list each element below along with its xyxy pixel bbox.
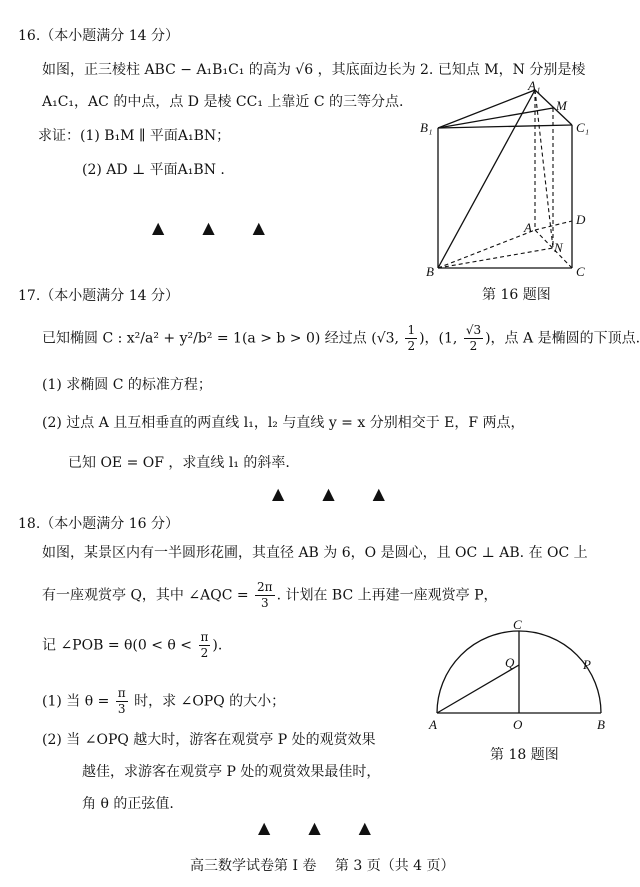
fraction-half bbox=[405, 323, 417, 354]
separator-triangle: ▲ bbox=[372, 484, 385, 503]
q18-header: 18.（本小题满分 16 分） bbox=[18, 516, 179, 532]
q18-part1 bbox=[42, 686, 285, 717]
label-C1: C₁ bbox=[576, 120, 590, 135]
label-B: B bbox=[426, 264, 434, 279]
q17-header: 17.（本小题满分 14 分） bbox=[18, 288, 179, 304]
label-D: D bbox=[576, 212, 586, 227]
figure-16-prism bbox=[420, 80, 600, 280]
segment-B1M bbox=[438, 108, 553, 128]
label-C: C bbox=[513, 617, 522, 632]
fraction-numerator: 1 bbox=[407, 323, 416, 337]
q18-text-line1: 如图，某景区内有一半圆形花圃，其直径 AB 为 6，O 是圆心，且 OC ⊥ AB. 在 OC 上 bbox=[42, 545, 588, 561]
q16-proof-1: 求证：(1) B₁M ∥ 平面A₁BN； bbox=[38, 128, 231, 144]
q16-text-line1: 如图，正三棱柱 ABC − A₁B₁C₁ 的高为 √6 ，其底面边长为 2. 已知点 M，N 分别是棱 bbox=[42, 62, 586, 78]
fraction-numerator: π bbox=[200, 630, 209, 644]
fraction-denominator: 2 bbox=[200, 646, 209, 660]
label-N: N bbox=[554, 240, 563, 255]
label-Q: Q bbox=[505, 655, 515, 670]
fraction-numerator: π bbox=[117, 686, 126, 700]
q17-ellipse-text: 已知椭圆 C : x²/a² + y²/b² = 1(a > b > 0) 经过点 (√3, bbox=[42, 330, 404, 347]
fraction-sqrt3-over-2 bbox=[464, 323, 483, 354]
q18-part2-line1: (2) 当 ∠OPQ 越大时，游客在观赏亭 P 处的观赏效果 bbox=[42, 732, 376, 748]
label-P: P bbox=[583, 657, 591, 672]
separator-triangle: ▲ bbox=[272, 484, 285, 503]
q18-theta-close: ). bbox=[212, 637, 223, 654]
q17-part1: (1) 求椭圆 C 的标准方程； bbox=[42, 377, 212, 393]
fraction-numerator: 2π bbox=[257, 580, 273, 594]
label-A: A bbox=[429, 717, 437, 732]
separator-triangle: ▲ bbox=[258, 818, 271, 837]
q18-separator bbox=[258, 818, 371, 837]
fraction-denominator: 3 bbox=[117, 702, 126, 716]
label-B: B bbox=[597, 717, 605, 732]
label-O: O bbox=[513, 717, 523, 732]
q17-part2-line2: 已知 OE = OF ，求直线 l₁ 的斜率. bbox=[68, 455, 290, 471]
q18-text-line3 bbox=[42, 630, 222, 661]
q16-text-line2: A₁C₁，AC 的中点，点 D 是棱 CC₁ 上靠近 C 的三等分点. bbox=[42, 94, 404, 110]
q18-part1-text: (1) 当 θ = bbox=[42, 693, 114, 710]
q18-theta-text: 记 ∠POB = θ(0 < θ < bbox=[42, 637, 197, 654]
fraction-denominator: 2 bbox=[469, 339, 478, 353]
page-footer: 高三数学试卷第 I 卷 第 3 页（共 4 页） bbox=[190, 858, 455, 874]
q18-part2-line3: 角 θ 的正弦值. bbox=[82, 796, 174, 812]
separator-triangle: ▲ bbox=[152, 218, 165, 237]
segment-A1N-hidden bbox=[535, 90, 553, 248]
separator-triangle: ▲ bbox=[308, 818, 321, 837]
q17-text-line1 bbox=[42, 323, 640, 354]
separator-triangle: ▲ bbox=[202, 218, 215, 237]
q17-separator bbox=[272, 484, 385, 503]
figure-18-caption: 第 18 题图 bbox=[490, 747, 559, 763]
separator-triangle: ▲ bbox=[252, 218, 265, 237]
label-A1: A₁ bbox=[528, 80, 541, 93]
q18-part2-line2: 越佳，求游客在观赏亭 P 处的观赏效果最佳时， bbox=[82, 764, 381, 780]
fraction-denominator: 2 bbox=[407, 339, 416, 353]
q16-header: 16.（本小题满分 14 分） bbox=[18, 28, 179, 44]
label-C: C bbox=[576, 264, 585, 279]
figure-16-caption: 第 16 题图 bbox=[482, 287, 551, 303]
segment-AQ bbox=[437, 665, 519, 713]
q17-point-text: )，(1, bbox=[419, 330, 462, 347]
q16-separator bbox=[152, 218, 265, 237]
figure-18-semicircle bbox=[425, 615, 615, 735]
q17-vertex-text: )，点 A 是椭圆的下顶点. bbox=[485, 330, 640, 347]
fraction-2pi-over-3 bbox=[255, 580, 275, 611]
label-M: M bbox=[556, 98, 567, 113]
separator-triangle: ▲ bbox=[322, 484, 335, 503]
fraction-pi-over-3 bbox=[116, 686, 128, 717]
fraction-numerator: √3 bbox=[465, 323, 482, 337]
q18-text-line2 bbox=[42, 580, 498, 611]
label-A: A bbox=[524, 220, 532, 235]
q18-part1-ask: 时，求 ∠OPQ 的大小； bbox=[129, 693, 286, 710]
fraction-denominator: 3 bbox=[260, 596, 269, 610]
segment-BN-hidden bbox=[438, 248, 553, 268]
edge-B1A1 bbox=[438, 90, 535, 128]
segment-A1B bbox=[438, 90, 535, 268]
separator-triangle: ▲ bbox=[358, 818, 371, 837]
q18-angle-text: 有一座观赏亭 Q，其中 ∠AQC = bbox=[42, 587, 254, 604]
edge-B1C1 bbox=[438, 125, 572, 128]
edge-BA-hidden bbox=[438, 230, 535, 268]
label-B1: B₁ bbox=[420, 120, 433, 135]
q18-plan-text: . 计划在 BC 上再建一座观赏亭 P， bbox=[276, 587, 498, 604]
q17-part2-line1: (2) 过点 A 且互相垂直的两直线 l₁，l₂ 与直线 y = x 分别相交于 E，F 两点， bbox=[42, 415, 525, 431]
fraction-pi-over-2 bbox=[199, 630, 211, 661]
q16-proof-2: (2) AD ⊥ 平面A₁BN . bbox=[82, 162, 225, 178]
